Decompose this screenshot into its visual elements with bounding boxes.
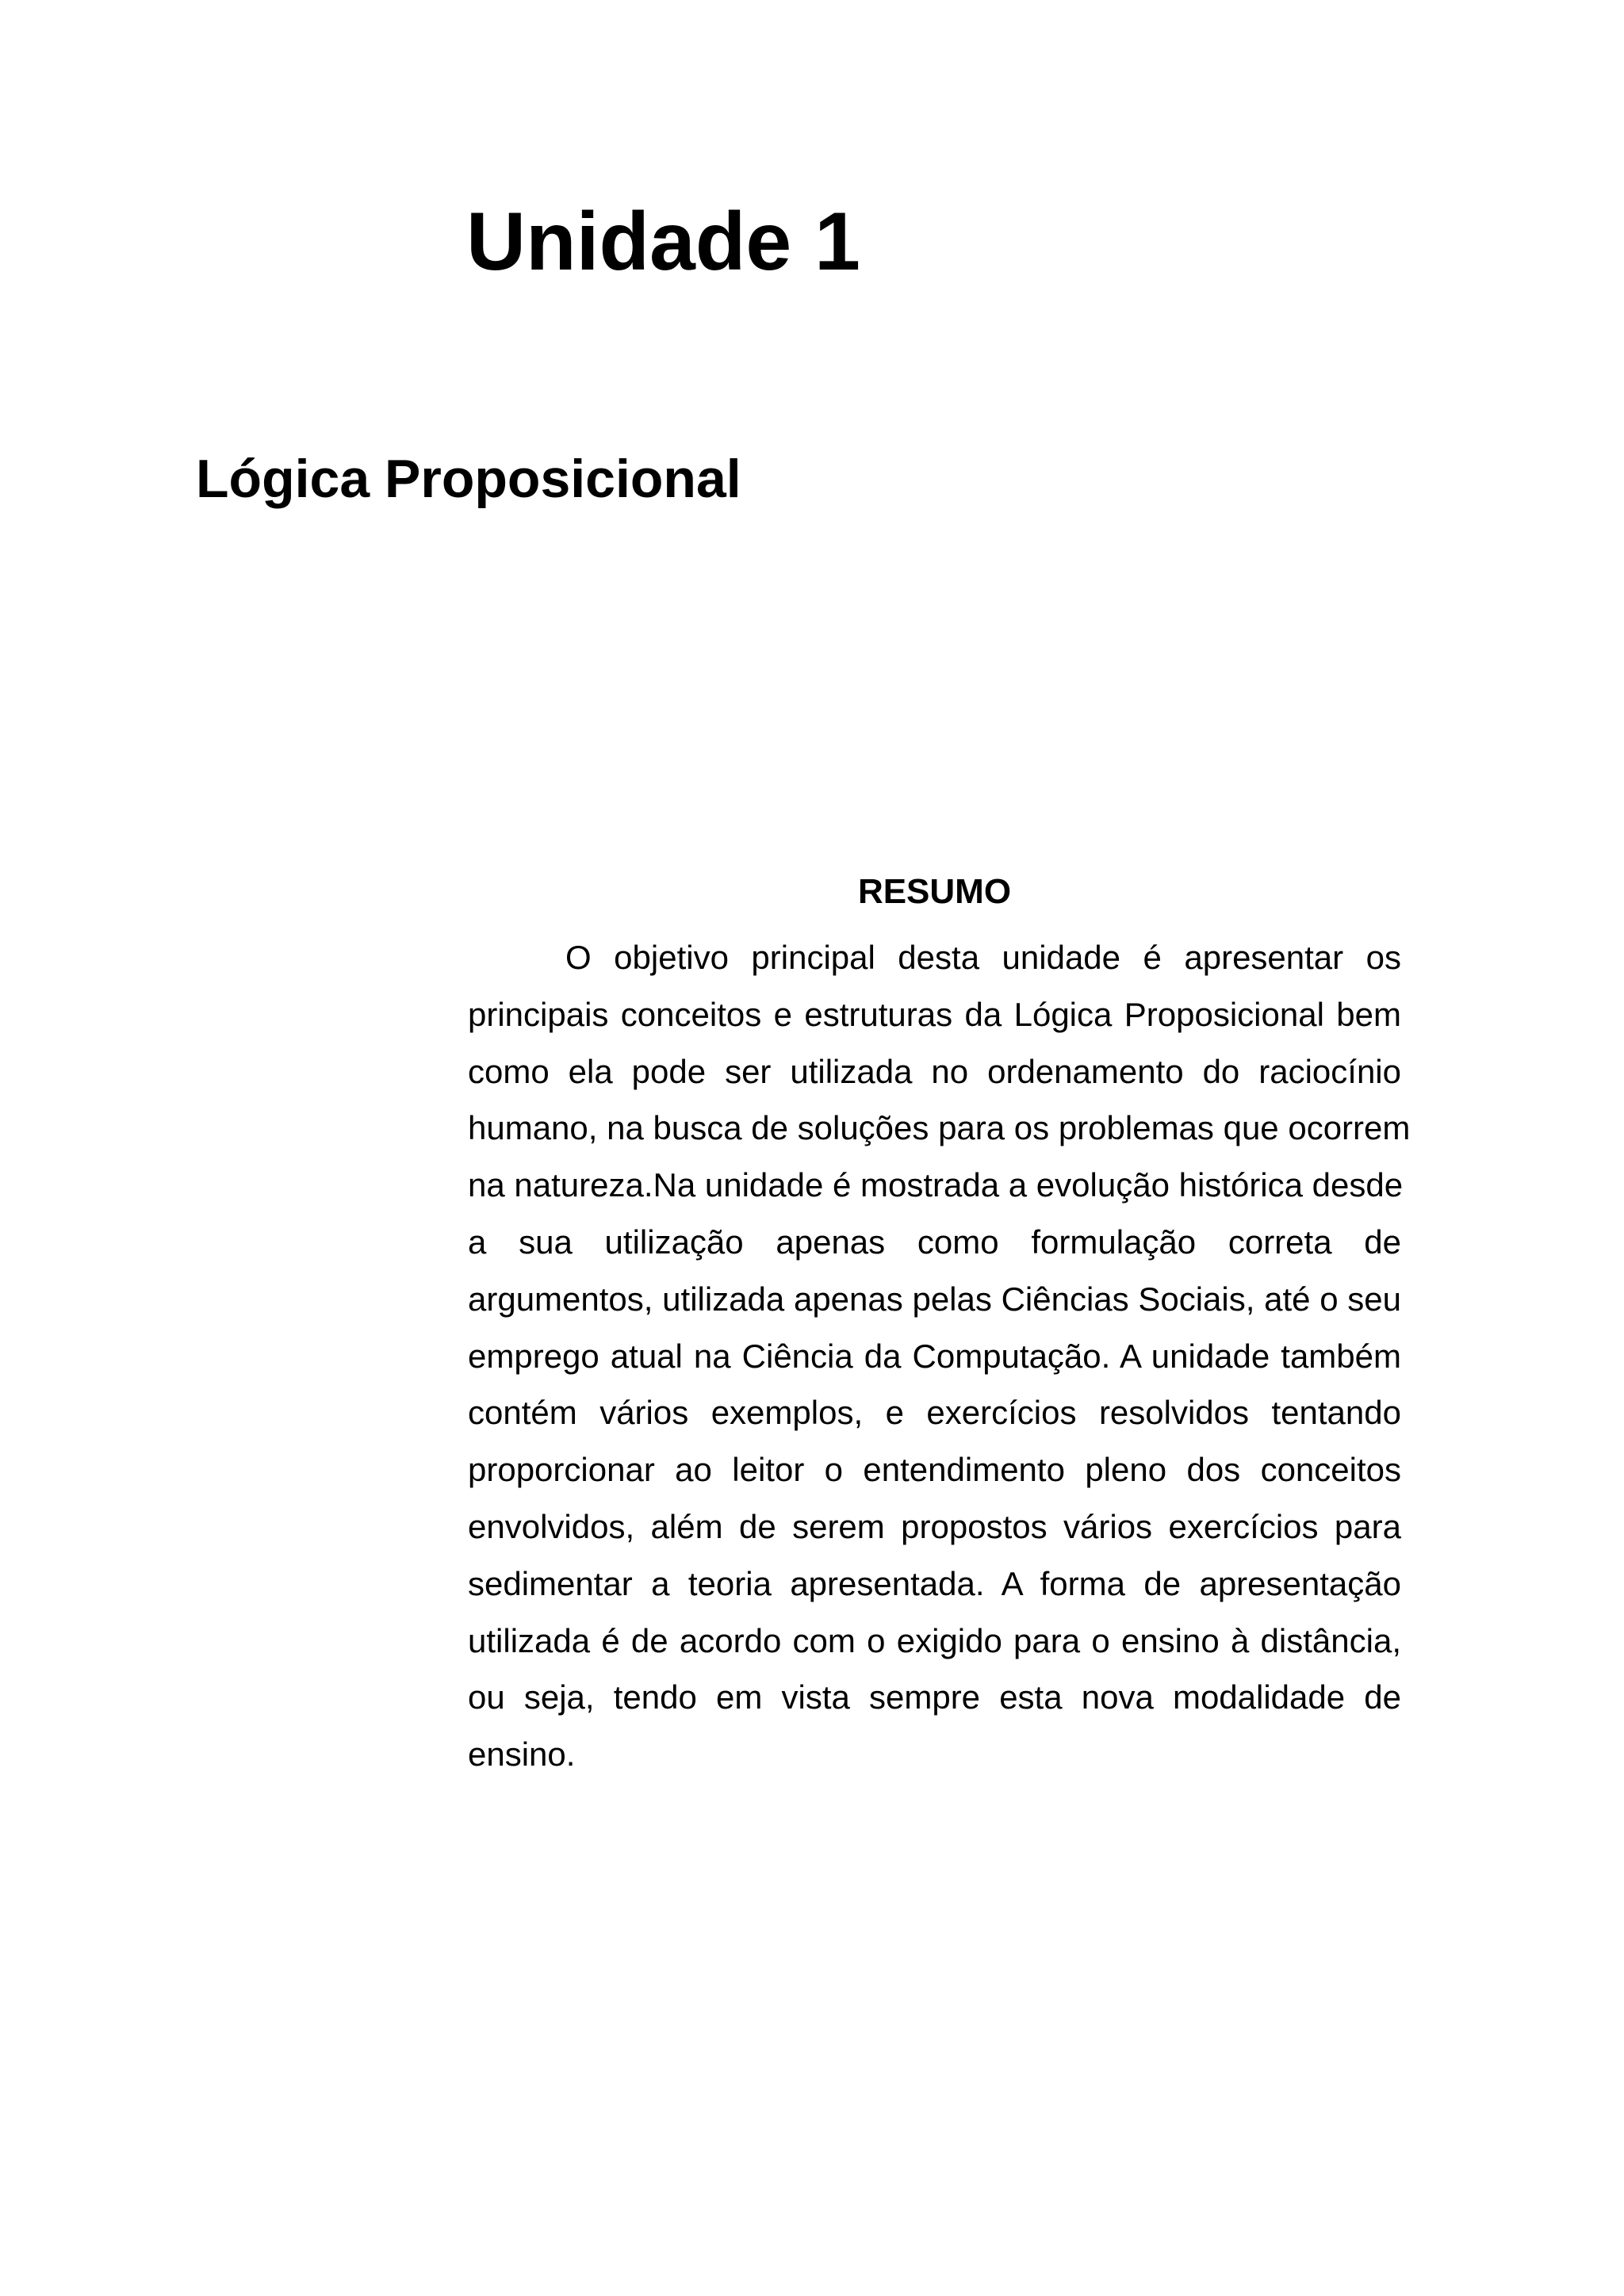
abstract-line: contém vários exemplos, e exercícios resolvidos tentando bbox=[468, 1394, 1401, 1432]
abstract-line: principais conceitos e estruturas da Lógica Proposicional bem bbox=[468, 995, 1401, 1033]
abstract-line: ou seja, tendo em vista sempre esta nova modalidade de bbox=[468, 1678, 1401, 1716]
abstract-line: na natureza.Na unidade é mostrada a evolução histórica desde bbox=[468, 1166, 1404, 1204]
abstract-paragraph bbox=[468, 929, 1411, 1783]
abstract-line: argumentos, utilizada apenas pelas Ciências Sociais, até o seu bbox=[468, 1280, 1401, 1318]
abstract-line: ensino. bbox=[468, 1735, 576, 1774]
unit-heading: Unidade 1 bbox=[466, 196, 860, 288]
abstract-line: a sua utilização apenas como formulação correta de bbox=[468, 1223, 1401, 1261]
abstract-line: proporcionar ao leitor o entendimento pleno dos conceitos bbox=[468, 1451, 1401, 1489]
abstract-line: envolvidos, além de serem propostos vários exercícios para bbox=[468, 1507, 1401, 1545]
abstract-line: O objetivo principal desta unidade é apresentar os bbox=[565, 939, 1401, 976]
abstract-line: emprego atual na Ciência da Computação. A unidade também bbox=[468, 1337, 1401, 1375]
abstract-section bbox=[468, 864, 1411, 1783]
abstract-line: humano, na busca de soluções para os problemas que ocorrem bbox=[468, 1109, 1411, 1147]
abstract-line: utilizada é de acordo com o exigido para o ensino à distância, bbox=[468, 1621, 1401, 1659]
abstract-line: sedimentar a teoria apresentada. A forma de apresentação bbox=[468, 1564, 1401, 1602]
abstract-heading: RESUMO bbox=[857, 872, 1012, 911]
abstract-line: como ela pode ser utilizada no ordenamento do raciocínio bbox=[468, 1052, 1401, 1090]
chapter-title: Lógica Proposicional bbox=[196, 449, 741, 509]
